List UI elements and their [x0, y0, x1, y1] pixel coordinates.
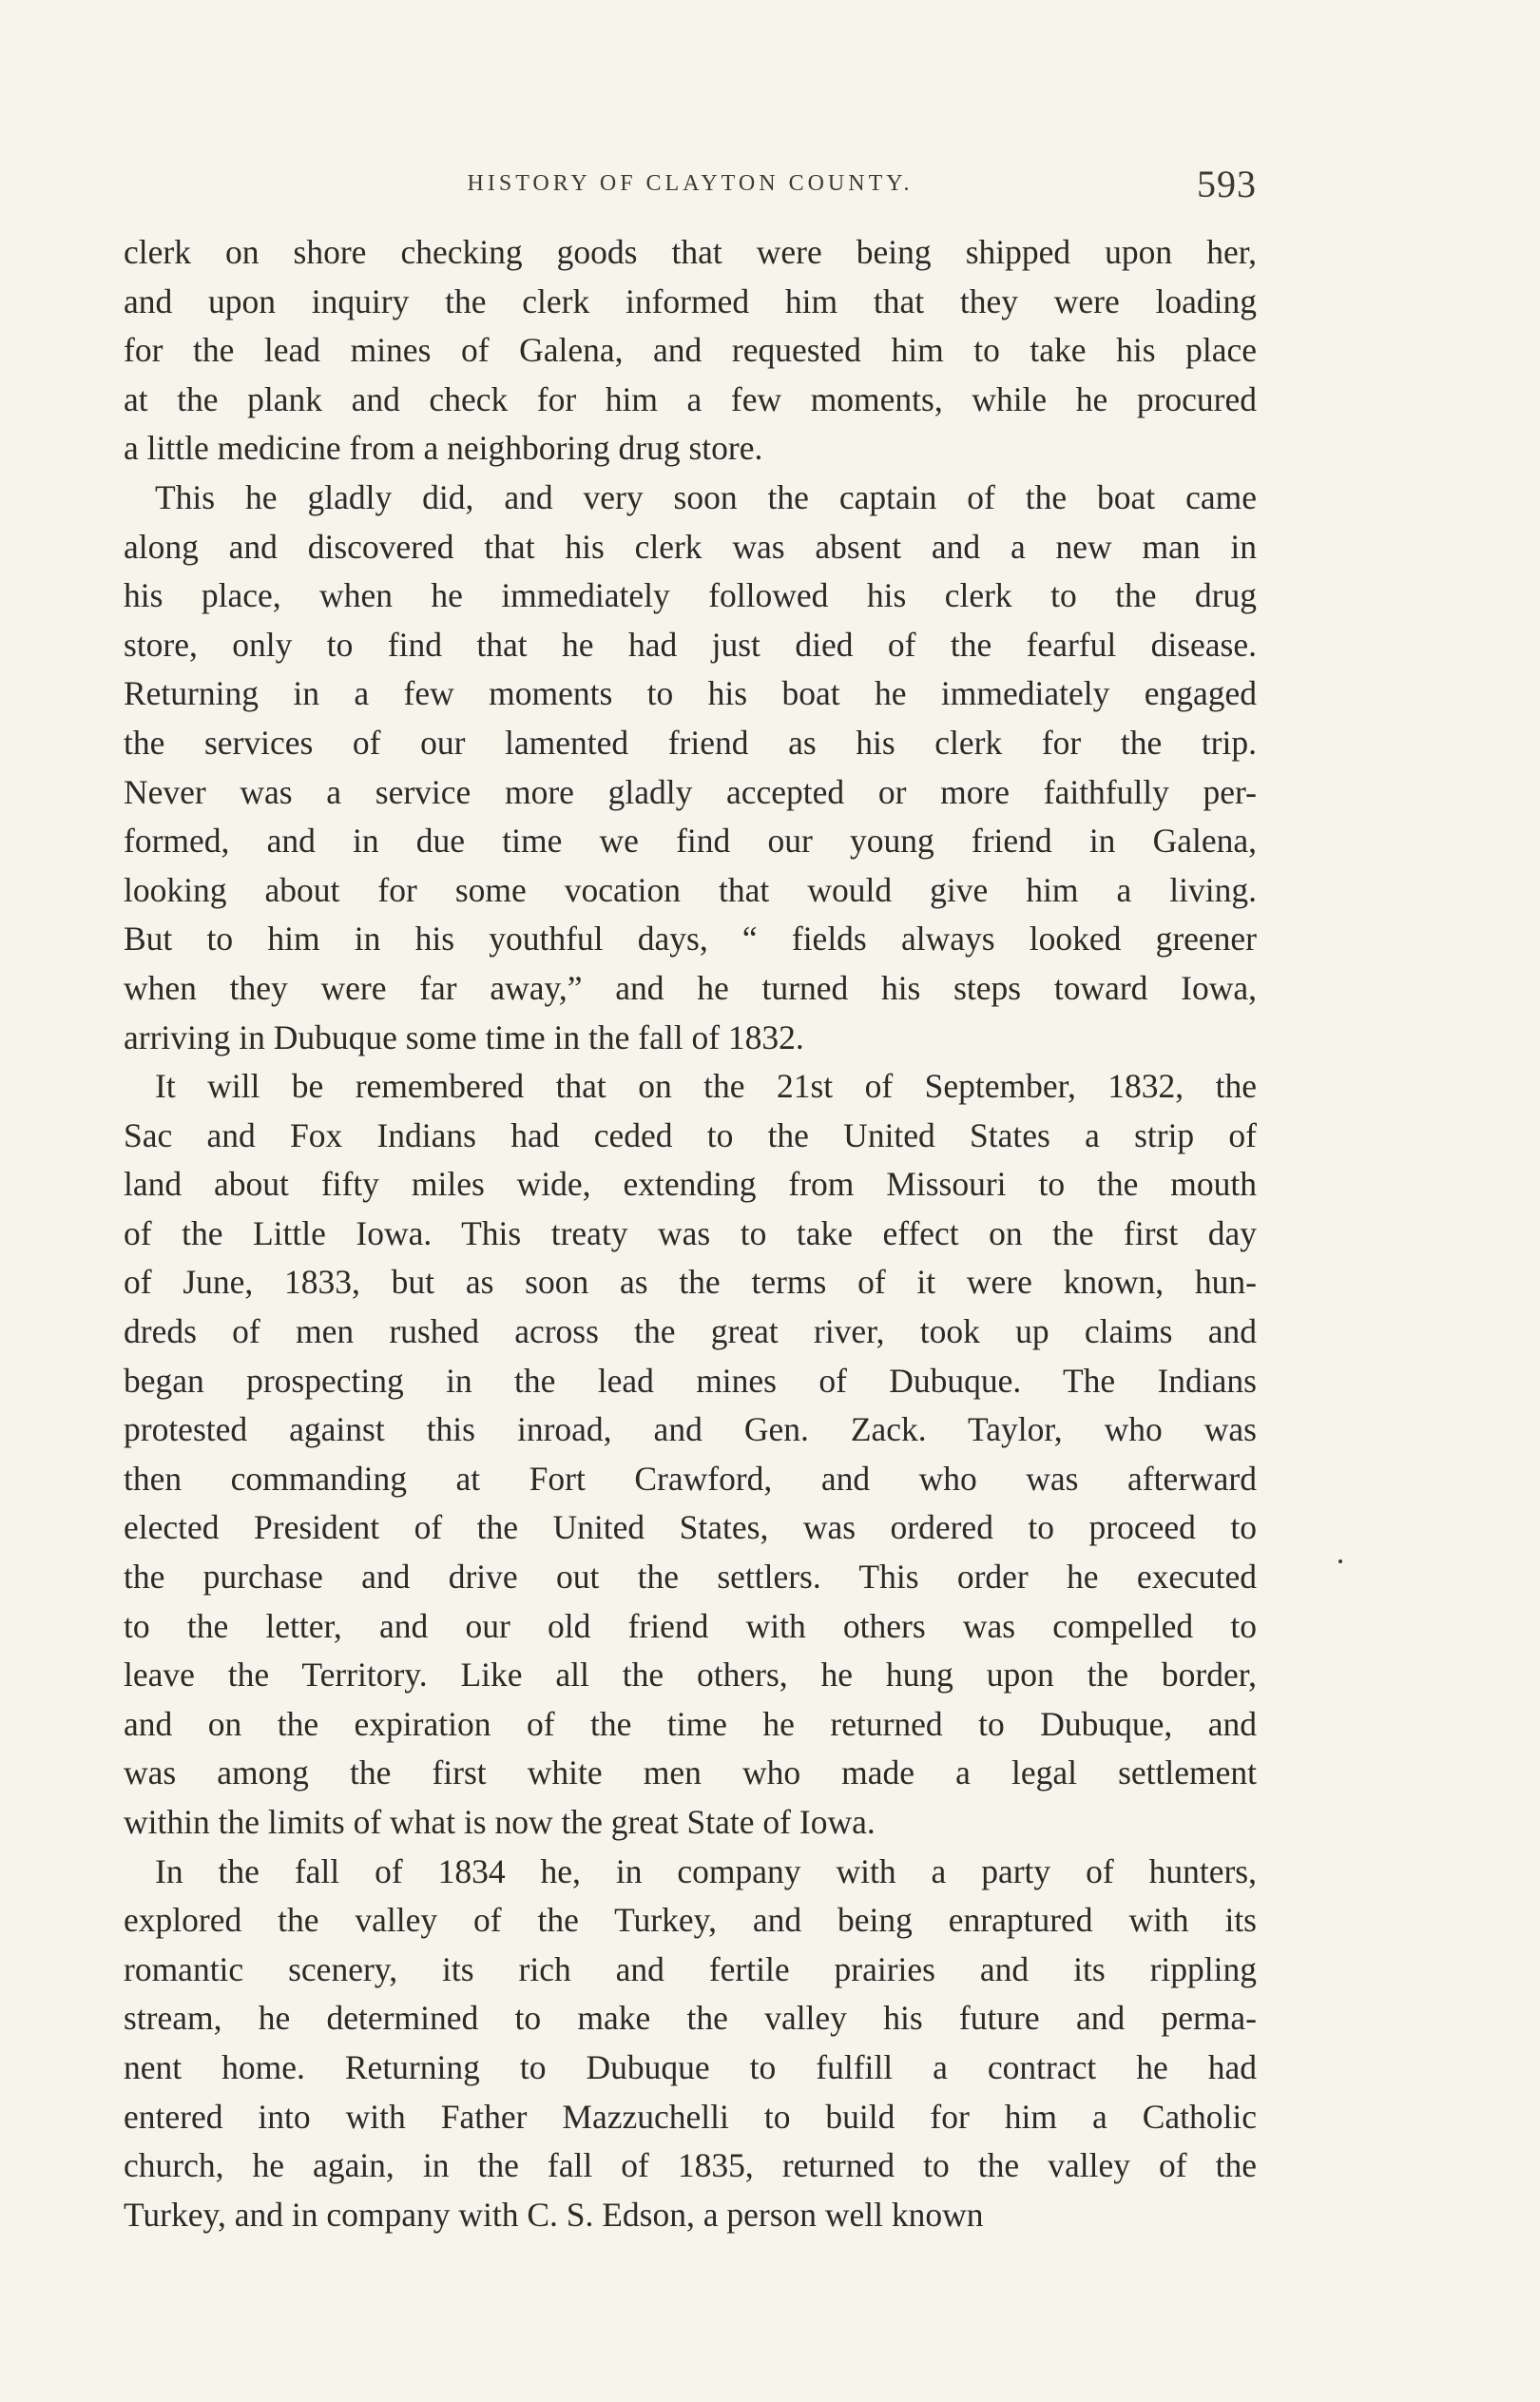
text-line: within the limits of what is now the great State of Iowa. — [124, 1803, 876, 1841]
text-line: Turkey, and in company with C. S. Edson, a person well known — [124, 2195, 984, 2234]
text-line: land about fifty miles wide, extending from Missouri to the mouth — [124, 1165, 1257, 1204]
text-line: church, he again, in the fall of 1835, returned to the valley of the — [124, 2146, 1257, 2185]
text-line: the services of our lamented friend as his clerk for the trip. — [124, 723, 1257, 762]
text-line: for the lead mines of Galena, and requested him to take his place — [124, 331, 1257, 370]
text-line: protested against this inroad, and Gen. Zack. Taylor, who was — [124, 1410, 1257, 1449]
text-line: of June, 1833, but as soon as the terms of it were known, hun- — [124, 1263, 1257, 1302]
text-line: his place, when he immediately followed his clerk to the drug — [124, 576, 1257, 615]
text-line: leave the Territory. Like all the others, he hung upon the border, — [124, 1656, 1257, 1695]
text-line: Returning in a few moments to his boat he immediately engaged — [124, 674, 1257, 713]
text-line: In the fall of 1834 he, in company with a party of hunters, — [155, 1851, 1257, 1890]
text-line: when they were far away,” and he turned his steps toward Iowa, — [124, 968, 1257, 1007]
text-line: nent home. Returning to Dubuque to fulfill a contract he had — [124, 2047, 1257, 2086]
text-line: at the plank and check for him a few moments, while he procured — [124, 379, 1257, 418]
text-line: began prospecting in the lead mines of Dubuque. The Indians — [124, 1361, 1257, 1400]
text-line: to the letter, and our old friend with others was compelled to — [124, 1606, 1257, 1645]
text-line: clerk on shore checking goods that were being shipped upon her, — [124, 233, 1257, 271]
text-line: explored the valley of the Turkey, and being enraptured with its — [124, 1901, 1257, 1940]
text-line: dreds of men rushed across the great river, took up claims and — [124, 1312, 1257, 1351]
text-line: arriving in Dubuque some time in the fall of 1832. — [124, 1017, 804, 1056]
running-title: HISTORY OF CLAYTON COUNTY. — [467, 171, 914, 196]
text-line: store, only to find that he had just died of the fearful disease. — [124, 625, 1257, 664]
text-line: and on the expiration of the time he returned to Dubuque, and — [124, 1704, 1257, 1743]
text-line: along and discovered that his clerk was absent and a new man in — [124, 527, 1257, 566]
body-text — [124, 228, 1257, 2239]
text-line: the purchase and drive out the settlers. This order he executed — [124, 1558, 1257, 1597]
text-line: of the Little Iowa. This treaty was to take effect on the first day — [124, 1213, 1257, 1252]
text-line: Never was a service more gladly accepted or more faithfully per- — [124, 772, 1257, 811]
text-line: a little medicine from a neighboring drug store. — [124, 429, 763, 468]
text-line: This he gladly did, and very soon the captain of the boat came — [155, 477, 1257, 516]
text-line: It will be remembered that on the 21st of September, 1832, the — [155, 1067, 1257, 1106]
text-line: was among the first white men who made a legal settlement — [124, 1753, 1257, 1792]
running-head — [124, 162, 1257, 209]
text-line: then commanding at Fort Crawford, and who was afterward — [124, 1459, 1257, 1498]
paragraph — [124, 1062, 1257, 1848]
paragraph — [124, 474, 1257, 1062]
text-line: But to him in his youthful days, “ fields always looked greener — [124, 920, 1257, 959]
text-line: formed, and in due time we find our young friend in Galena, — [124, 822, 1257, 861]
text-line: looking about for some vocation that would give him a living. — [124, 870, 1257, 909]
text-line: and upon inquiry the clerk informed him that they were loading — [124, 281, 1257, 320]
paragraph — [124, 1848, 1257, 2240]
text-line: elected President of the United States, was ordered to proceed to — [124, 1508, 1257, 1547]
stray-ink-mark — [1338, 1559, 1342, 1563]
text-line: entered into with Father Mazzuchelli to build for him a Catholic — [124, 2097, 1257, 2136]
page-number: 593 — [1197, 163, 1257, 205]
paragraph — [124, 228, 1257, 474]
text-line: Sac and Fox Indians had ceded to the United States a strip of — [124, 1115, 1257, 1154]
text-line: romantic scenery, its rich and fertile prairies and its rippling — [124, 1949, 1257, 1988]
text-line: stream, he determined to make the valley his future and perma- — [124, 1999, 1257, 2038]
